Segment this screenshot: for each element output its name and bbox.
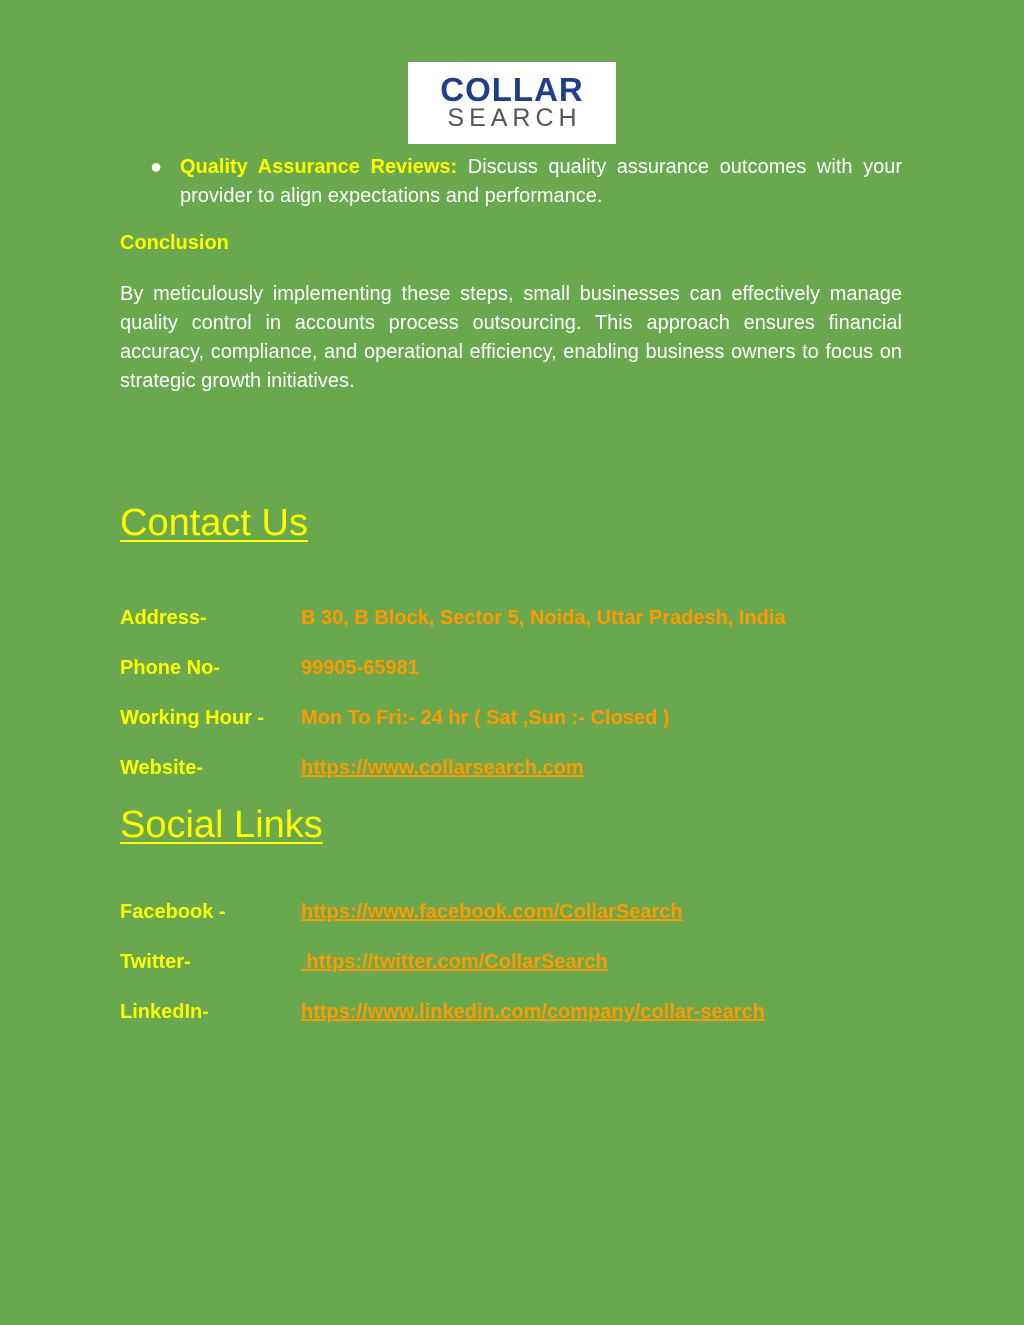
quality-assurance-bullet <box>150 153 902 211</box>
facebook-link[interactable]: https://www.facebook.com/CollarSearch <box>301 901 683 923</box>
working-hour-row <box>120 706 670 730</box>
bullet-label: Quality Assurance Reviews: <box>180 156 458 178</box>
bullet-dot-icon: ● <box>150 156 163 178</box>
phone-label: Phone No- <box>120 657 220 679</box>
working-hour-value: Mon To Fri:- 24 hr ( Sat ,Sun :- Closed ) <box>301 707 670 729</box>
working-hour-label: Working Hour - <box>120 707 265 729</box>
linkedin-link[interactable]: https://www.linkedin.com/company/collar-search <box>301 1001 765 1023</box>
conclusion-paragraph: By meticulously implementing these steps, small businesses can effectively manage quality control in accounts process outsourcing. This approach ensures financial accuracy, compliance, and operational efficiency, enabling business owners to focus on strategic growth initiatives. <box>120 283 902 392</box>
facebook-label: Facebook - <box>120 901 226 923</box>
phone-row <box>120 656 419 680</box>
phone-value: 99905-65981 <box>301 657 419 679</box>
twitter-link[interactable]: https://twitter.com/CollarSearch <box>301 951 608 973</box>
address-value: B 30, B Block, Sector 5, Noida, Uttar Pradesh, India <box>301 607 786 629</box>
logo-bottom-text: SEARCH <box>447 104 582 132</box>
twitter-label: Twitter- <box>120 951 191 973</box>
contact-us-heading: Contact Us <box>120 502 308 544</box>
linkedin-label: LinkedIn- <box>120 1001 209 1023</box>
twitter-row <box>120 950 608 974</box>
address-label: Address- <box>120 607 207 629</box>
collar-search-logo <box>408 62 616 144</box>
bullet-body: Discuss quality assurance outcomes with your provider to align expectations and performance. <box>180 156 902 207</box>
address-row <box>120 606 786 630</box>
social-links-heading: Social Links <box>120 804 323 846</box>
facebook-row <box>120 900 683 924</box>
logo-top-text: COLLAR <box>440 71 584 108</box>
linkedin-row <box>120 1000 765 1024</box>
website-link[interactable]: https://www.collarsearch.com <box>301 757 584 779</box>
bullet-text <box>180 153 902 211</box>
conclusion-heading: Conclusion <box>120 232 229 254</box>
website-label: Website- <box>120 757 203 779</box>
website-row <box>120 756 584 780</box>
